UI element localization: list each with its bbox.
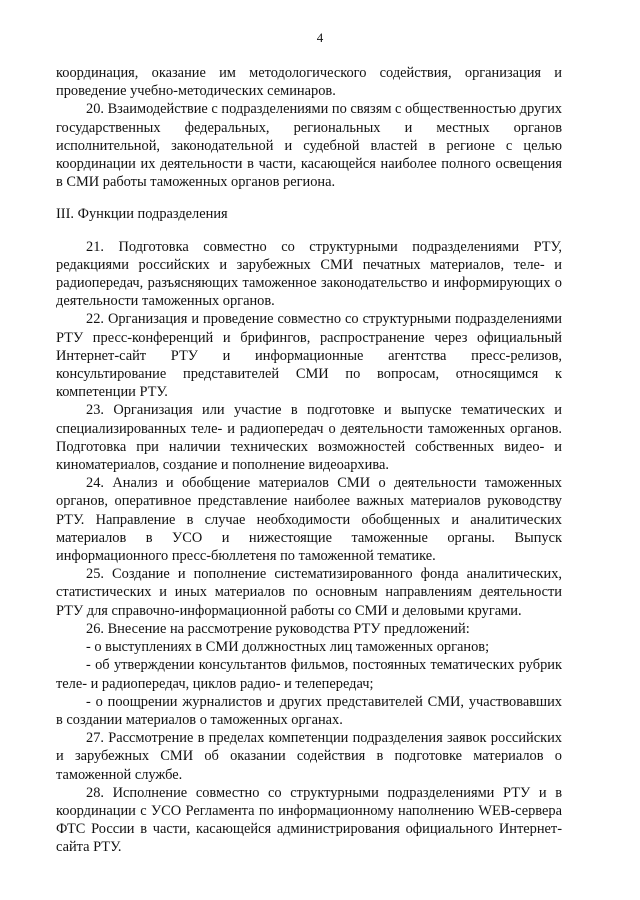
section-heading: III. Функции подразделения	[56, 206, 228, 223]
paragraph-22: 22. Организация и проведение совместно со структурными подразделениями РТУ пресс-конференций и брифингов, распространение через официальный Интернет-сайт РТУ и информационные агентства пресс-релизов, консультирование представителей СМИ по вопросам, относящимся к компетенции РТУ.	[56, 311, 562, 401]
paragraph-26: 26. Внесение на рассмотрение руководства РТУ предложений:	[86, 620, 470, 637]
page-number: 4	[316, 30, 324, 45]
paragraph-25: 25. Создание и пополнение систематизированного фонда аналитических, статистических и иных материалов по основным направлениям деятельности РТУ для справочно-информационной работы со СМИ и деловыми кругами.	[56, 566, 562, 619]
paragraph-20: 20. Взаимодействие с подразделениями по связям с общественностью других государственных федеральных, региональных и местных органов исполнительной, законодательной и судебной властей в регионе с целью координации их деятельности в части, касающейся наиболее полного освещения в СМИ работы таможенных органов региона.	[56, 101, 562, 191]
paragraph-23: 23. Организация или участие в подготовке и выпуске тематических и специализированных теле- и радиопередач о деятельности таможенных органов. Подготовка при наличии технических возможностей собственных видео- и киноматериалов, создание и пополнение видеоархива.	[56, 402, 562, 474]
document-body	[56, 64, 562, 857]
paragraph-27: 27. Рассмотрение в пределах компетенции подразделения заявок российских и зарубежных СМИ об оказании содействия в подготовке материалов о таможенной службе.	[56, 730, 562, 783]
list-item: - о поощрении журналистов и других представителей СМИ, участвовавших в создании материалов о таможенных органах.	[56, 693, 562, 728]
paragraph-21: 21. Подготовка совместно со структурными подразделениями РТУ, редакциями российских и зарубежных СМИ печатных материалов, теле- и радиопередач, разъясняющих таможенное законодательство и информирующих о деятельности таможенных органов.	[56, 238, 562, 310]
list-item: - об утверждении консультантов фильмов, постоянных тематических рубрик теле- и радиопередач, циклов радио- и телепередач;	[56, 657, 562, 692]
paragraph-continuation: координация, оказание им методологического содействия, организация и проведение учебно-методических семинаров.	[56, 65, 562, 100]
list-item: - о выступлениях в СМИ должностных лиц таможенных органов;	[86, 639, 490, 656]
paragraph-28: 28. Исполнение совместно со структурными подразделениями РТУ и в координации с УСО Регламента по информационному наполнению WEB-сервера ФТС России в части, касающейся администрирования официального Интернет-сайта РТУ.	[56, 784, 562, 856]
paragraph-24: 24. Анализ и обобщение материалов СМИ о деятельности таможенных органов, оперативное представление наиболее важных материалов руководству РТУ. Направление в случае необходимости обобщенных и аналитических материалов в УСО и нижестоящие таможенные органы. Выпуск информационного пресс-бюллетеня по таможенной тематике.	[56, 475, 562, 565]
